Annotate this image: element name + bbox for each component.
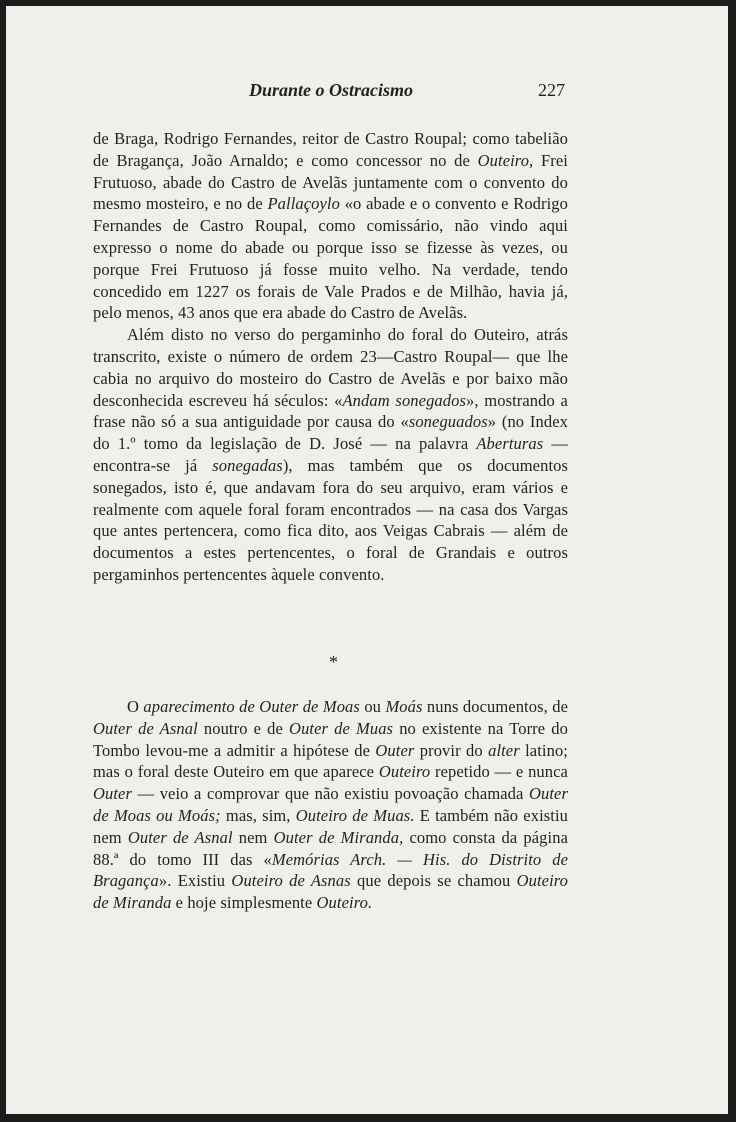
italic-run: Outer	[375, 740, 415, 760]
text-run: ), mas também que os documentos sonegados, isto é, que andavam fora do seu arquivo, eram vários e realmente com aquele foral foram encontrados — na casa dos Vargas que antes pertencera, como fica dito, aos Veigas Cabrais — além de documentos a estes pertencentes, o foral de Grandais e outros pergaminhos pertencentes àquele convento.	[93, 455, 568, 584]
main-text	[93, 128, 568, 586]
text-run: mas, sim,	[220, 805, 296, 825]
paragraph-3	[93, 696, 568, 914]
text-run: Além disto no verso do pergaminho do foral do Outeiro, atrás transcrito, existe o número de ordem 23—Castro Roupal— que lhe cabia no arquivo do mosteiro do Castro de Avelãs e por baixo mão desconhecida escreveu há séculos: «	[93, 325, 568, 410]
italic-run: Outeiro de Miranda	[93, 871, 569, 913]
text-run: Frei Frutuoso, abade do Castro de Avelãs juntamente com o convento do mesmo mosteiro, e no de	[93, 150, 568, 214]
text-run: O	[127, 697, 144, 716]
text-run: ou	[359, 697, 386, 716]
italic-run: alter	[488, 740, 520, 760]
section-separator: *	[329, 652, 338, 672]
page-header	[6, 80, 728, 106]
text-run: — veio a comprovar que não existiu povoação chamada	[132, 784, 529, 804]
page-number: 227	[538, 80, 565, 100]
section-2-text	[93, 696, 568, 914]
italic-run: soneguados	[408, 412, 488, 432]
text-run: provir do	[414, 740, 489, 760]
text-run: que depois se chamou	[350, 871, 517, 891]
italic-run: Outer de Moas ou Moás;	[93, 784, 568, 825]
text-run: noutro e de	[197, 718, 290, 738]
text-run: ». Existiu	[158, 871, 232, 891]
text-run: como consta da página 88.ª do tomo III das «	[93, 827, 568, 869]
italic-run: Pallaçoylo	[267, 194, 340, 214]
italic-run: Outeiro de Asnas	[231, 871, 351, 891]
text-run: E também não existiu nem	[93, 805, 568, 847]
text-run: de Braga, Rodrigo Fernandes, reitor de Castro Roupal; como tabelião de Bragança, João Arnaldo; e como concessor no de	[93, 129, 568, 170]
italic-run: Andam sonegados	[342, 390, 466, 410]
text-run: — encontra-se já	[93, 434, 569, 475]
text-run: e hoje simplesmente	[171, 893, 317, 913]
text-run: latino; mas o foral deste Outeiro em que aparece	[93, 740, 568, 782]
italic-run: Memórias Arch. — His. do Distrito de Bragança	[93, 849, 568, 891]
book-page	[6, 6, 728, 1114]
italic-run: Outeiro	[378, 762, 431, 782]
text-run: no existente na Torre do Tombo levou-me a admitir a hipótese de	[93, 718, 568, 760]
text-run: nem	[232, 827, 274, 847]
italic-run: Outer de Muas	[289, 718, 394, 738]
italic-run: aparecimento de Outer de Moas	[143, 697, 360, 716]
text-run: » (no Index do 1.º tomo da legislação de D. José — na palavra	[93, 412, 568, 454]
italic-run: Aberturas	[476, 434, 544, 454]
italic-run: Outeiro de Muas.	[295, 805, 415, 825]
text-run: «o abade e o convento e Rodrigo Fernandes de Castro Roupal, como comissário, não vindo aqui expresso o nome do abade ou porque isso se fizesse às vezes, ou porque Frei Frutuoso já fosse muito velho. Na verdade, tendo concedido em 1227 os forais de Vale Prados e de Milhão, havia já, pelo menos, 43 anos que era abade do Castro de Avelãs.	[93, 194, 569, 323]
text-run: », mostrando a frase não só a sua antiguidade por causa do «	[93, 390, 568, 432]
italic-run: Outer	[93, 784, 132, 804]
italic-run: Outer de Asnal	[93, 718, 198, 738]
running-title: Durante o Ostracismo	[249, 80, 414, 100]
italic-run: Outeiro,	[477, 150, 534, 170]
italic-run: sonegadas	[212, 455, 283, 475]
paragraph-1	[93, 128, 568, 324]
text-run: nuns documentos, de	[422, 697, 569, 716]
italic-run: Outer de Miranda,	[273, 827, 404, 847]
italic-run: Outeiro.	[316, 893, 373, 913]
italic-run: Outer de Asnal	[127, 827, 233, 847]
paragraph-2	[93, 324, 568, 586]
text-run: repetido — e nunca	[430, 762, 568, 782]
italic-run: Moás	[385, 697, 423, 716]
